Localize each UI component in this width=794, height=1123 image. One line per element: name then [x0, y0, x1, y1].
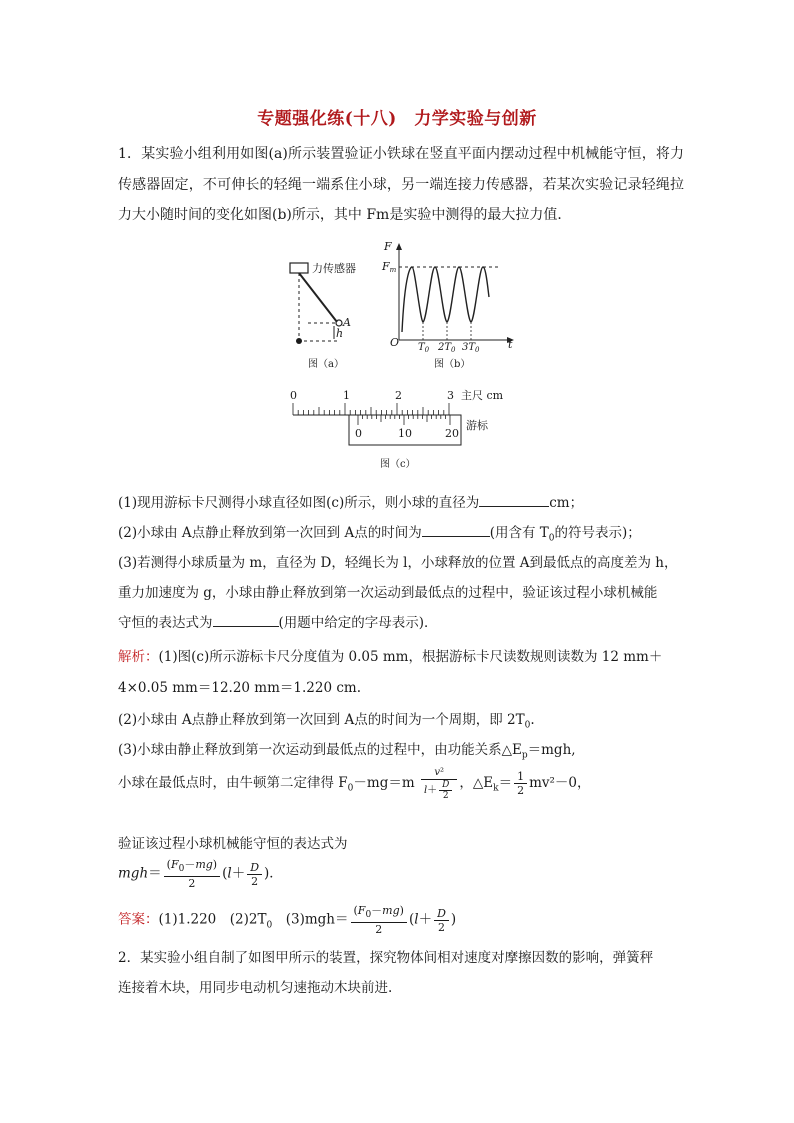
- svg-text:0: 0: [290, 389, 297, 402]
- q1-sub2: (2)小球由 A点静止释放到第一次回到 A点的时间为 (用含有 $T_0$的符号表示)；: [118, 521, 641, 544]
- main-scale-labels: [290, 389, 454, 402]
- y-axis-label: F: [384, 240, 392, 253]
- answer-blank-3[interactable]: [213, 612, 279, 627]
- height-label: h: [336, 327, 344, 340]
- tick-2t0: $2T_0$: [438, 342, 456, 354]
- q1-sub3-line1: (3)若测得小球质量为 m，直径为 D，轻绳长为 l，小球释放的位置 A到最低点的高度差为 h，: [118, 555, 678, 571]
- answer-line: 答案：(1)1.220 $(2)2T_0$ (3)mgh＝ $\frac{(F_0-mg)}{2}$ (l＋ $\frac{D}{2}$ ): [118, 904, 457, 937]
- q2-line1: 2．某实验小组自制了如图甲所示的装置，探究物体间相对速度对摩擦因数的影响，弹簧秤: [118, 950, 654, 966]
- force-sensor-box: [290, 263, 308, 273]
- q1-sub3-line3: 守恒的表达式为 (用题中给定的字母表示)．: [118, 611, 438, 631]
- svg-text:3: 3: [447, 389, 454, 402]
- analysis-line6: 验证该过程小球机械能守恒的表达式为: [118, 836, 348, 852]
- main-scale-label: 主尺 cm: [461, 389, 504, 402]
- analysis-line1: 解析：(1)图(c)所示游标卡尺分度值为 0.05 mm，根据游标卡尺读数规则读数为 12 mm＋: [118, 649, 663, 665]
- answer-blank-2[interactable]: [422, 522, 490, 537]
- svg-text:1: 1: [343, 389, 350, 402]
- ball-lowest: [296, 338, 302, 344]
- vernier-label: 游标: [466, 419, 488, 432]
- analysis-line5: 小球在最低点时，由牛顿第二定律得 $F_0-mg=m$ v² l＋ $\frac{D}{2}$ ，$\triangle E_k=$ $\frac{1}{2}$ mv²－0，: [118, 767, 591, 801]
- q1-stem: 1．某实验小组利用如图(a)所示装置验证小铁球在竖直平面内摆动过程中机械能守恒，将力传感器固定，不可伸长的轻绳一端系住小球，另一端连接力传感器，若某次实验记录轻绳拉力大小随时间的变化如图(b)所示，其中 Fm是实验中测得的最大拉力值．: [118, 146, 684, 223]
- vernier-labels: [355, 427, 459, 440]
- svg-text:0: 0: [355, 427, 362, 440]
- tick-t0: $T_0$: [418, 342, 430, 354]
- svg-text:20: 20: [445, 427, 459, 440]
- answer-blank-1[interactable]: [479, 492, 549, 507]
- q1-sub3-line2: 重力加速度为 g，小球由静止释放到第一次运动到最低点的过程中，验证该过程小球机械能: [118, 585, 658, 601]
- force-curve: [402, 267, 489, 332]
- figure-a: [280, 255, 390, 375]
- fraction-v2-over-l: v² l＋ $\frac{D}{2}$: [421, 766, 457, 801]
- analysis-label: 解析：: [118, 649, 159, 665]
- caption-c: 图（c）: [380, 459, 416, 470]
- vernier-scale-ticks: [358, 415, 450, 425]
- answer-label: 答案：: [118, 911, 159, 928]
- x-axis-label: t: [508, 338, 513, 351]
- figure-c: [283, 385, 523, 475]
- analysis-expression: mgh＝ $\frac{(F_0-mg)}{2}$ (l＋ $\frac{D}{2}$ )．: [118, 858, 283, 891]
- q1-sub1: (1)现用游标卡尺测得小球直径如图(c)所示，则小球的直径为 cm；: [118, 491, 583, 511]
- fm-label: Fm: [382, 260, 397, 274]
- caption-a: 图（a）: [308, 359, 344, 370]
- analysis-line2: 4×0.05 mm＝12.20 mm＝1.220 cm.: [118, 680, 361, 696]
- main-scale-ticks: [293, 403, 449, 415]
- sensor-label: 力传感器: [312, 262, 356, 275]
- figure-b: [378, 240, 518, 375]
- point-a-label: A: [343, 316, 351, 329]
- caption-b: 图（b）: [434, 359, 471, 370]
- page-title: 专题强化练(十八) 力学实验与创新: [257, 109, 537, 129]
- svg-text:10: 10: [398, 427, 412, 440]
- ball-at-a: [336, 320, 342, 326]
- svg-text:2: 2: [395, 389, 402, 402]
- tick-3t0: $3T_0$: [462, 342, 480, 354]
- origin-label: O: [390, 336, 400, 349]
- q2-line2: 连接着木块，用同步电动机匀速拖动木块前进.: [118, 980, 393, 996]
- analysis-line4: (3)小球由静止释放到第一次运动到最低点的过程中，由功能关系$\triangle E_p=mgh$,: [118, 742, 576, 761]
- analysis-line3: (2)小球由 A点静止释放到第一次回到 A点的时间为一个周期，即 $2T_0$.: [118, 712, 535, 731]
